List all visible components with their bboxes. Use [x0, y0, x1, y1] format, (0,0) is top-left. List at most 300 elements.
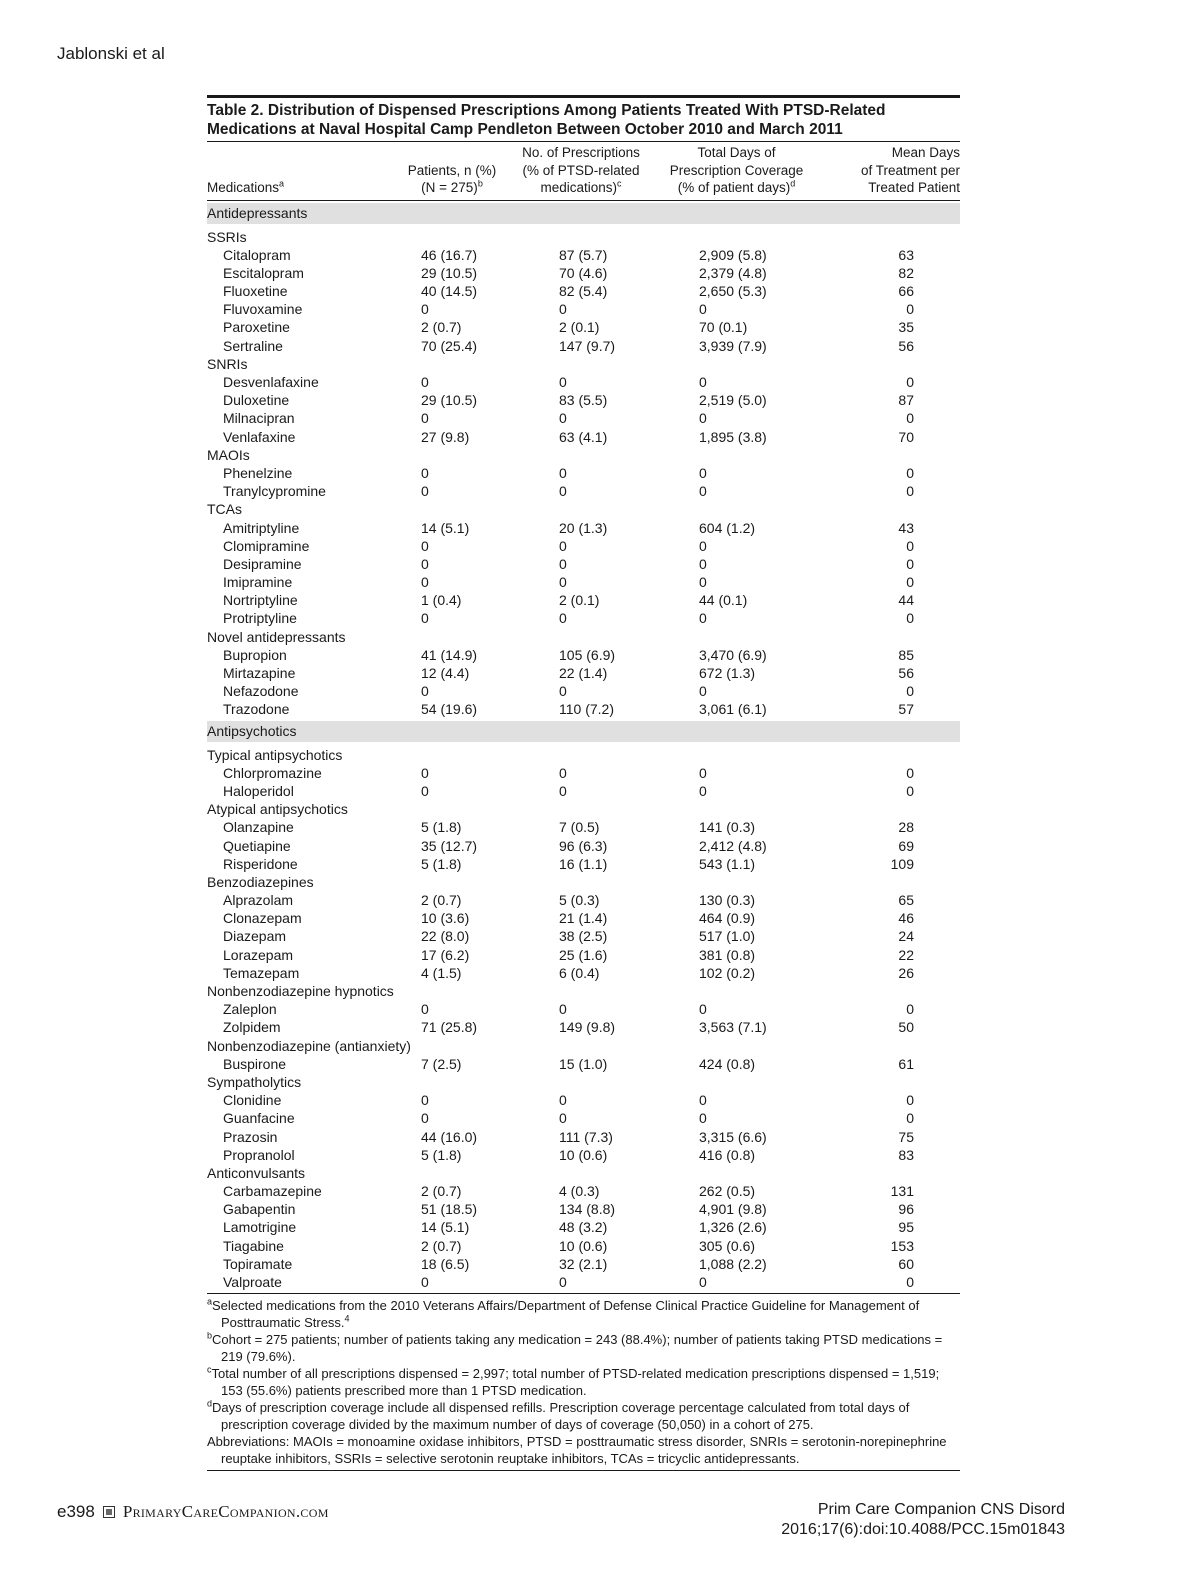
medication-name: Imipramine: [223, 574, 293, 591]
table-row: [207, 409, 960, 427]
medication-name: Nonbenzodiazepine (antianxiety): [207, 1037, 411, 1054]
coverage-cell: 2,519 (5.0): [699, 392, 767, 409]
patients-cell: 0: [421, 1274, 429, 1290]
header-rule: [207, 200, 960, 201]
prescriptions-cell: 6 (0.4): [559, 964, 600, 981]
patients-cell: 0: [421, 574, 429, 591]
medication-name: Propranolol: [223, 1146, 295, 1163]
patients-cell: 12 (4.4): [421, 665, 470, 681]
medication-name: Haloperidol: [223, 782, 294, 799]
coverage-cell: 3,939 (7.9): [699, 337, 767, 354]
patients-cell: 29 (10.5): [421, 264, 478, 281]
coverage-cell: 0: [699, 301, 707, 318]
footnote-text: Cohort = 275 patients; number of patients taking any medication = 243 (88.4%); number of patients taking PTSD medications = 219 (79.6%).: [212, 1332, 943, 1365]
patients-cell: 0: [421, 610, 429, 627]
table-row: [207, 300, 960, 318]
group-row: [207, 982, 960, 1000]
coverage-cell: 3,061 (6.1): [699, 701, 767, 718]
patients-cell: 0: [421, 537, 429, 554]
group-row: [207, 500, 960, 518]
square-icon: [103, 1506, 115, 1518]
table-row: [207, 519, 960, 537]
page-number: e398: [57, 1502, 95, 1521]
mean-days-cell: 35: [898, 319, 914, 336]
medication-name: Carbamazepine: [223, 1183, 322, 1200]
patients-cell: 4 (1.5): [421, 964, 462, 981]
caption-line-1: Table 2. Distribution of Dispensed Prescriptions Among Patients Treated With PTSD-Related: [207, 102, 886, 119]
medication-name: TCAs: [207, 501, 242, 518]
medication-name: Desipramine: [223, 555, 302, 572]
table-row: [207, 1000, 960, 1018]
patients-cell: 0: [421, 374, 429, 390]
mean-days-cell: 63: [898, 246, 914, 263]
table-row: [207, 537, 960, 555]
patients-cell: 0: [421, 301, 429, 318]
mean-days-cell: 83: [898, 1146, 914, 1163]
medication-name: Diazepam: [223, 928, 287, 945]
prescriptions-cell: 4 (0.3): [559, 1183, 600, 1200]
medication-name: Atypical antipsychotics: [207, 801, 348, 818]
table-caption: [207, 98, 960, 141]
coverage-cell: 0: [699, 464, 707, 481]
table-row: [207, 964, 960, 982]
coverage-cell: 305 (0.6): [699, 1237, 756, 1254]
coverage-cell: 1,895 (3.8): [699, 428, 767, 445]
coverage-cell: 3,563 (7.1): [699, 1019, 767, 1036]
patients-cell: 40 (14.5): [421, 283, 478, 300]
prescriptions-cell: 110 (7.2): [559, 701, 614, 718]
coverage-cell: 416 (0.8): [699, 1146, 756, 1163]
coverage-cell: 2,650 (5.3): [699, 283, 767, 300]
group-row: [207, 1164, 960, 1182]
journal-site-link[interactable]: PrimaryCareCompanion.com: [122, 1502, 329, 1521]
table-row: [207, 373, 960, 391]
mean-days-cell: 0: [906, 1001, 914, 1018]
prescriptions-cell: 21 (1.4): [559, 910, 608, 927]
patients-cell: 5 (1.8): [421, 1146, 462, 1163]
prescriptions-cell: 5 (0.3): [559, 892, 600, 909]
mean-days-cell: 0: [906, 574, 914, 591]
prescriptions-cell: 0: [559, 374, 567, 390]
coverage-cell: 672 (1.3): [699, 665, 756, 681]
group-row: [207, 1073, 960, 1091]
patients-cell: 44 (16.0): [421, 1128, 478, 1145]
coverage-cell: 0: [699, 1001, 707, 1018]
prescriptions-cell: 0: [559, 683, 567, 700]
mean-days-cell: 0: [906, 483, 914, 500]
footnote-marker: a: [207, 1296, 213, 1307]
table-row: [207, 1109, 960, 1127]
column-header-row: [207, 142, 960, 200]
prescriptions-cell: 0: [559, 483, 567, 500]
prescriptions-cell: 0: [559, 1092, 567, 1109]
medication-name: Lamotrigine: [223, 1219, 297, 1236]
medication-name: Nefazodone: [223, 683, 299, 700]
table-row: [207, 1091, 960, 1109]
patients-cell: 46 (16.7): [421, 246, 478, 263]
mean-days-cell: 70: [898, 428, 914, 445]
table-row: [207, 264, 960, 282]
prescriptions-cell: 0: [559, 1110, 567, 1127]
coverage-cell: 0: [699, 574, 707, 591]
prescriptions-cell: 38 (2.5): [559, 928, 608, 945]
patients-cell: 0: [421, 683, 429, 700]
mean-days-cell: 28: [898, 819, 914, 836]
medication-name: SSRIs: [207, 228, 247, 245]
group-row: [207, 1037, 960, 1055]
table-row: [207, 1255, 960, 1273]
patients-cell: 41 (14.9): [421, 646, 478, 663]
medication-name: Zolpidem: [223, 1019, 281, 1036]
patients-cell: 0: [421, 764, 429, 781]
table-row: [207, 818, 960, 836]
footnote: [207, 1399, 960, 1433]
prescriptions-cell: 149 (9.8): [559, 1019, 616, 1036]
patients-cell: 10 (3.6): [421, 910, 470, 927]
table-row: [207, 891, 960, 909]
coverage-cell: 0: [699, 610, 707, 627]
prescriptions-cell: 32 (2.1): [559, 1255, 608, 1272]
medication-name: Nonbenzodiazepine hypnotics: [207, 983, 394, 999]
mean-days-cell: 60: [898, 1255, 914, 1272]
table-footnotes: [207, 1294, 960, 1470]
footnote-text: Abbreviations: MAOIs = monoamine oxidase inhibitors, PTSD = posttraumatic stress disorder, SNRIs = serotonin-norepinephrine reuptake inhibitors, SSRIs = selective serotonin reuptake inhibitors, TCAs = tricyclic antidepressants.: [207, 1434, 947, 1467]
footnote-text: Selected medications from the 2010 Veterans Affairs/Department of Defense Clinical Practice Guideline for Management of Posttraumatic Stress.: [212, 1298, 920, 1331]
coverage-cell: 4,901 (9.8): [699, 1201, 767, 1218]
medication-name: Typical antipsychotics: [207, 746, 343, 763]
medication-name: Amitriptyline: [223, 519, 300, 536]
running-head: Jablonski et al: [57, 44, 165, 63]
prescriptions-cell: 0: [559, 410, 567, 427]
table-2: [207, 95, 960, 1471]
medication-name: Mirtazapine: [223, 665, 296, 681]
patients-cell: 5 (1.8): [421, 855, 462, 872]
mean-days-cell: 44: [898, 592, 914, 609]
prescriptions-cell: 7 (0.5): [559, 819, 600, 836]
table-row: [207, 573, 960, 591]
mean-days-cell: 0: [906, 374, 914, 390]
coverage-cell: 0: [699, 683, 707, 700]
medication-name: Desvenlafaxine: [223, 374, 319, 390]
footnote: [207, 1331, 960, 1365]
mean-days-cell: 65: [898, 892, 914, 909]
table-row: [207, 609, 960, 627]
medication-name: Nortriptyline: [223, 592, 298, 609]
header-mean-days: Mean Days of Treatment per Treated Patient: [860, 145, 960, 195]
coverage-cell: 381 (0.8): [699, 946, 756, 963]
mean-days-cell: 0: [906, 1110, 914, 1127]
prescriptions-cell: 0: [559, 574, 567, 591]
header-prescriptions: No. of Prescriptions (% of PTSD-related medications)$^c$: [522, 145, 640, 195]
table-row: [207, 428, 960, 446]
mean-days-cell: 0: [906, 301, 914, 318]
mean-days-cell: 82: [898, 264, 914, 281]
mean-days-cell: 96: [898, 1201, 914, 1218]
prescriptions-cell: 15 (1.0): [559, 1055, 608, 1072]
mean-days-cell: 66: [898, 283, 914, 300]
medication-name: Tranylcypromine: [223, 483, 326, 500]
table-body: [207, 203, 960, 1292]
patients-cell: 27 (9.8): [421, 428, 470, 445]
coverage-cell: 3,315 (6.6): [699, 1128, 767, 1145]
mean-days-cell: 87: [898, 392, 914, 409]
coverage-cell: 424 (0.8): [699, 1055, 756, 1072]
patients-cell: 18 (6.5): [421, 1255, 470, 1272]
prescriptions-cell: 87 (5.7): [559, 246, 608, 263]
table-row: [207, 855, 960, 873]
mean-days-cell: 75: [898, 1128, 914, 1145]
mean-days-cell: 57: [898, 701, 914, 718]
medication-name: Risperidone: [223, 855, 298, 872]
patients-cell: 17 (6.2): [421, 946, 470, 963]
mean-days-cell: 95: [898, 1219, 914, 1236]
medication-name: Lorazepam: [223, 946, 294, 963]
footnote: [207, 1433, 960, 1467]
group-row: [207, 800, 960, 818]
table-row: [207, 1218, 960, 1236]
medication-name: Alprazolam: [223, 892, 294, 909]
prescriptions-cell: 2 (0.1): [559, 319, 600, 336]
medication-name: Chlorpromazine: [223, 764, 322, 781]
section-row: [207, 203, 960, 224]
patients-cell: 54 (19.6): [421, 701, 478, 718]
medication-name: Bupropion: [223, 646, 287, 663]
patients-cell: 2 (0.7): [421, 1183, 462, 1200]
table-row: [207, 282, 960, 300]
medication-name: Zaleplon: [223, 1001, 277, 1018]
medication-name: Tiagabine: [223, 1237, 284, 1254]
table-row: [207, 837, 960, 855]
patients-cell: 71 (25.8): [421, 1019, 478, 1036]
coverage-cell: 141 (0.3): [699, 819, 756, 836]
mean-days-cell: 0: [906, 1092, 914, 1109]
prescriptions-cell: 82 (5.4): [559, 283, 608, 300]
prescriptions-cell: 0: [559, 610, 567, 627]
header-medications: Medications$^a$: [207, 178, 285, 195]
prescriptions-cell: 0: [559, 1274, 567, 1290]
coverage-cell: 130 (0.3): [699, 892, 756, 909]
patients-cell: 0: [421, 483, 429, 500]
table-row: [207, 946, 960, 964]
patients-cell: 2 (0.7): [421, 319, 462, 336]
prescriptions-cell: 96 (6.3): [559, 837, 608, 854]
patients-cell: 1 (0.4): [421, 592, 462, 609]
medication-name: Olanzapine: [223, 819, 294, 836]
medication-name: Clomipramine: [223, 537, 310, 554]
mean-days-cell: 131: [890, 1183, 914, 1200]
coverage-cell: 517 (1.0): [699, 928, 756, 945]
patients-cell: 2 (0.7): [421, 892, 462, 909]
coverage-cell: 0: [699, 555, 707, 572]
table-row: [207, 1200, 960, 1218]
table-row: [207, 246, 960, 264]
prescriptions-cell: 0: [559, 537, 567, 554]
medication-name: Milnacipran: [223, 410, 295, 427]
patients-cell: 0: [421, 410, 429, 427]
table-row: [207, 1055, 960, 1073]
patients-cell: 0: [421, 1092, 429, 1109]
coverage-cell: 2,412 (4.8): [699, 837, 767, 854]
patients-cell: 0: [421, 555, 429, 572]
prescriptions-cell: 0: [559, 555, 567, 572]
prescriptions-cell: 63 (4.1): [559, 428, 608, 445]
footnote-text: Total number of all prescriptions dispensed = 2,997; total number of PTSD-related medication prescriptions dispensed = 1,519; 153 (55.6%) patients prescribed more than 1 PTSD medication.: [211, 1366, 940, 1399]
patients-cell: 2 (0.7): [421, 1237, 462, 1254]
table-row: [207, 1273, 960, 1291]
medication-name: Clonazepam: [223, 910, 302, 927]
prescriptions-cell: 16 (1.1): [559, 855, 608, 872]
prescriptions-cell: 22 (1.4): [559, 665, 608, 681]
group-row: [207, 746, 960, 764]
mean-days-cell: 0: [906, 410, 914, 427]
mean-days-cell: 0: [906, 683, 914, 700]
coverage-cell: 604 (1.2): [699, 519, 756, 536]
footnote-marker: d: [207, 1398, 213, 1409]
footnote-reference: 4: [344, 1313, 350, 1324]
medication-name: Protriptyline: [223, 610, 297, 627]
citation-journal: Prim Care Companion CNS Disord: [817, 1501, 1065, 1518]
mean-days-cell: 0: [906, 1274, 914, 1290]
coverage-cell: 102 (0.2): [699, 964, 756, 981]
mean-days-cell: 0: [906, 464, 914, 481]
coverage-cell: 44 (0.1): [699, 592, 748, 609]
prescriptions-cell: 111 (7.3): [559, 1128, 613, 1145]
table-row: [207, 482, 960, 500]
table-row: [207, 1182, 960, 1200]
table-row: [207, 337, 960, 355]
patients-cell: 29 (10.5): [421, 392, 478, 409]
medication-name: Sympatholytics: [207, 1073, 302, 1090]
footnote-text: Days of prescription coverage include all dispensed refills. Prescription coverage percentage calculated from total days of prescription coverage divided by the maximum number of days of coverage (50,050) in a cohort of 275.: [212, 1400, 910, 1433]
coverage-cell: 0: [699, 1092, 707, 1109]
coverage-cell: 262 (0.5): [699, 1183, 756, 1200]
mean-days-cell: 50: [898, 1019, 914, 1036]
prescriptions-cell: 134 (8.8): [559, 1201, 616, 1218]
medication-name: Escitalopram: [223, 264, 304, 281]
patients-cell: 0: [421, 782, 429, 799]
table-row: [207, 555, 960, 573]
coverage-cell: 2,909 (5.8): [699, 246, 767, 263]
medication-name: Antidepressants: [207, 204, 308, 221]
prescriptions-cell: 10 (0.6): [559, 1146, 608, 1163]
prescriptions-cell: 25 (1.6): [559, 946, 608, 963]
medication-name: Novel antidepressants: [207, 628, 346, 645]
mean-days-cell: 0: [906, 782, 914, 799]
group-row: [207, 355, 960, 373]
medication-name: Gabapentin: [223, 1201, 296, 1218]
group-row: [207, 446, 960, 464]
coverage-cell: 464 (0.9): [699, 910, 756, 927]
prescriptions-cell: 0: [559, 1001, 567, 1018]
coverage-cell: 0: [699, 1274, 707, 1290]
prescriptions-cell: 83 (5.5): [559, 392, 608, 409]
page-folio: [57, 1502, 329, 1522]
coverage-cell: 0: [699, 537, 707, 554]
mean-days-cell: 109: [890, 855, 914, 872]
mean-days-cell: 22: [898, 946, 914, 963]
medication-name: SNRIs: [207, 355, 248, 372]
table-row: [207, 682, 960, 700]
table-row: [207, 391, 960, 409]
footnote-marker: c: [207, 1364, 212, 1375]
prescriptions-cell: 10 (0.6): [559, 1237, 608, 1254]
header-coverage: Total Days of Prescription Coverage (% of patient days)$^d$: [669, 145, 804, 195]
table-row: [207, 591, 960, 609]
medication-name: Antipsychotics: [207, 722, 297, 739]
journal-citation: [781, 1500, 1065, 1540]
patients-cell: 51 (18.5): [421, 1201, 478, 1218]
coverage-cell: 3,470 (6.9): [699, 646, 767, 663]
footnote: [207, 1365, 960, 1399]
medication-name: Benzodiazepines: [207, 873, 314, 890]
medication-name: Prazosin: [223, 1128, 278, 1145]
medication-name: Sertraline: [223, 337, 283, 354]
coverage-cell: 0: [699, 1110, 707, 1127]
mean-days-cell: 69: [898, 837, 914, 854]
table-row: [207, 646, 960, 664]
mean-days-cell: 56: [898, 665, 914, 681]
medication-name: Venlafaxine: [223, 428, 296, 445]
prescriptions-cell: 48 (3.2): [559, 1219, 608, 1236]
table-row: [207, 1128, 960, 1146]
prescriptions-cell: 105 (6.9): [559, 646, 616, 663]
coverage-cell: 1,326 (2.6): [699, 1219, 767, 1236]
footnote: [207, 1297, 960, 1331]
coverage-cell: 0: [699, 374, 707, 390]
medication-name: Phenelzine: [223, 464, 293, 481]
medication-name: MAOIs: [207, 446, 250, 463]
prescriptions-cell: 0: [559, 782, 567, 799]
medication-name: Fluoxetine: [223, 283, 288, 300]
medication-name: Buspirone: [223, 1055, 287, 1072]
prescriptions-cell: 147 (9.7): [559, 337, 616, 354]
table-row: [207, 927, 960, 945]
coverage-cell: 0: [699, 764, 707, 781]
footnote-marker: b: [207, 1330, 213, 1341]
medication-name: Guanfacine: [223, 1110, 295, 1127]
patients-cell: 0: [421, 1001, 429, 1018]
medication-name: Topiramate: [223, 1255, 293, 1272]
medication-name: Valproate: [223, 1274, 282, 1290]
table-row: [207, 318, 960, 336]
prescriptions-cell: 0: [559, 764, 567, 781]
mean-days-cell: 0: [906, 555, 914, 572]
table-row: [207, 664, 960, 682]
medication-name: Paroxetine: [223, 319, 290, 336]
coverage-cell: 1,088 (2.2): [699, 1255, 767, 1272]
group-row: [207, 228, 960, 246]
coverage-cell: 70 (0.1): [699, 319, 748, 336]
medication-name: Citalopram: [223, 246, 291, 263]
table-row: [207, 782, 960, 800]
citation-doi: 2016;17(6):doi:10.4088/PCC.15m01843: [781, 1521, 1065, 1538]
section-row: [207, 721, 960, 742]
prescriptions-cell: 70 (4.6): [559, 264, 608, 281]
patients-cell: 35 (12.7): [421, 837, 478, 854]
mean-days-cell: 0: [906, 537, 914, 554]
coverage-cell: 0: [699, 410, 707, 427]
coverage-cell: 0: [699, 483, 707, 500]
medication-name: Clonidine: [223, 1092, 282, 1109]
medication-name: Fluvoxamine: [223, 301, 303, 318]
header-patients: Patients, n (%) (N = 275)$^b$: [407, 162, 497, 195]
mean-days-cell: 0: [906, 764, 914, 781]
caption-line-2: Medications at Naval Hospital Camp Pendleton Between October 2010 and March 2011: [207, 121, 843, 138]
prescriptions-cell: 20 (1.3): [559, 519, 608, 536]
mean-days-cell: 61: [898, 1055, 914, 1072]
prescriptions-cell: 0: [559, 301, 567, 318]
mean-days-cell: 85: [898, 646, 914, 663]
